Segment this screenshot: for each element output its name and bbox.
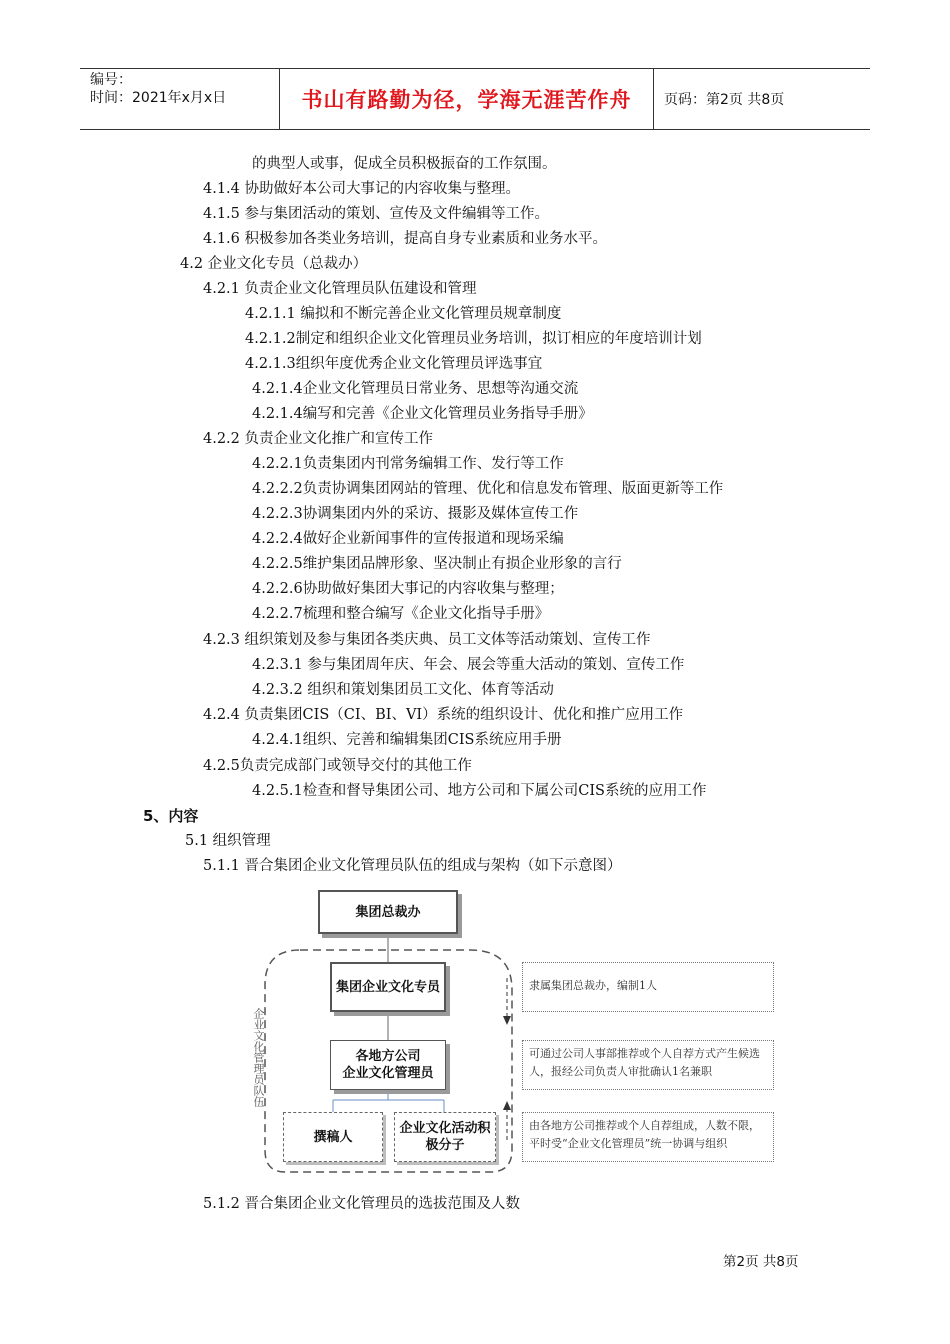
top-box — [318, 890, 458, 934]
text-line: 4.1.5 参与集团活动的策划、宣传及文件编辑等工作。 — [203, 206, 550, 222]
manager-box-label-1: 各地方公司 — [355, 1049, 421, 1064]
text-line: 4.2.2.3协调集团内外的采访、摄影及媒体宣传工作 — [252, 506, 579, 522]
text-line: 4.2.1.4企业文化管理员日常业务、思想等沟通交流 — [252, 381, 579, 397]
section-heading: 5、内容 — [143, 807, 199, 825]
text-line: 4.2.1.1 编拟和不断完善企业文化管理员规章制度 — [245, 306, 562, 322]
text-line: 4.1.4 协助做好本公司大事记的内容收集与整理。 — [203, 181, 521, 197]
note-manager: 可通过公司人事部推荐或个人自荐方式产生候选人，报经公司负责人审批确认1名兼职 — [522, 1040, 774, 1090]
text-line: 5.1.1 晋合集团企业文化管理员队伍的组成与架构（如下示意图） — [203, 858, 622, 874]
top-box-label: 集团总裁办 — [355, 904, 421, 920]
text-line: 4.1.6 积极参加各类业务培训，提高自身专业素质和业务水平。 — [203, 231, 608, 247]
manager-box — [330, 1040, 446, 1090]
header-page-number: 页码：第2页 共8页 — [664, 92, 785, 108]
text-line: 4.2.3.2 组织和策划集团员工文化、体育等活动 — [252, 682, 554, 698]
text-line: 4.2.5负责完成部门或领导交付的其他工作 — [203, 758, 472, 774]
writer-box — [283, 1112, 383, 1162]
note-members: 由各地方公司推荐或个人自荐组成，人数不限，平时受“企业文化管理员”统一协调与组织 — [522, 1112, 774, 1162]
text-line: 的典型人或事，促成全员积极振奋的工作氛围。 — [252, 156, 557, 172]
team-vertical-label: 企业文化管理员队伍 — [252, 1008, 265, 1107]
note-specialist: 隶属集团总裁办，编制1人 — [522, 962, 774, 1012]
text-line: 4.2.2 负责企业文化推广和宣传工作 — [203, 431, 434, 447]
header-time: 时间：2021年x月x日 — [90, 90, 227, 106]
writer-box-label: 撰稿人 — [313, 1129, 353, 1145]
text-line: 4.2.2.5维护集团品牌形象、坚决制止有损企业形象的言行 — [252, 556, 622, 572]
text-line: 4.2.2.4做好企业新闻事件的宣传报道和现场采编 — [252, 531, 564, 547]
text-line: 4.2.2.6协助做好集团大事记的内容收集与整理； — [252, 581, 564, 597]
arrow-head-icon — [503, 1016, 511, 1025]
arrow-head-icon — [503, 1101, 511, 1110]
text-line: 4.2.5.1检查和督导集团公司、地方公司和下属公司CIS系统的应用工作 — [252, 783, 707, 799]
text-line: 4.2.1.3组织年度优秀企业文化管理员评选事宜 — [245, 356, 543, 372]
text-line: 4.2.3.1 参与集团周年庆、年会、展会等重大活动的策划、宣传工作 — [252, 657, 685, 673]
header-code: 编号： — [90, 72, 132, 88]
manager-box-label-2: 企业文化管理员 — [342, 1066, 434, 1081]
header-motto: 书山有路勤为径，学海无涯苦作舟 — [280, 69, 654, 129]
text-line: 4.2.2.7梳理和整合编写《企业文化指导手册》 — [252, 606, 550, 622]
text-line: 4.2.4 负责集团CIS（CI、BI、VI）系统的组织设计、优化和推广应用工作 — [203, 707, 684, 723]
text-line: 5.1.2 晋合集团企业文化管理员的选拔范围及人数 — [203, 1196, 521, 1212]
text-line: 4.2.2.2负责协调集团网站的管理、优化和信息发布管理、版面更新等工作 — [252, 481, 724, 497]
activist-box-label-1: 企业文化活动积 — [399, 1121, 491, 1136]
text-line: 4.2.1.2制定和组织企业文化管理员业务培训，拟订相应的年度培训计划 — [245, 331, 702, 347]
text-line: 4.2.1 负责企业文化管理员队伍建设和管理 — [203, 281, 477, 297]
specialist-box — [330, 962, 446, 1012]
page-footer: 第2页 共8页 — [723, 1254, 799, 1270]
text-line: 4.2.2.1负责集团内刊常务编辑工作、发行等工作 — [252, 456, 564, 472]
text-line: 4.2.4.1组织、完善和编辑集团CIS系统应用手册 — [252, 732, 562, 748]
section-heading: 4.2 企业文化专员（总裁办） — [180, 256, 368, 272]
text-line: 4.2.1.4编写和完善《企业文化管理员业务指导手册》 — [252, 406, 593, 422]
specialist-box-label: 集团企业文化专员 — [335, 979, 440, 995]
activist-box — [394, 1112, 496, 1162]
section-heading: 5.1 组织管理 — [185, 833, 271, 849]
text-line: 4.2.3 组织策划及参与集团各类庆典、员工文体等活动策划、宣传工作 — [203, 632, 651, 648]
activist-box-label-2: 极分子 — [425, 1138, 465, 1153]
